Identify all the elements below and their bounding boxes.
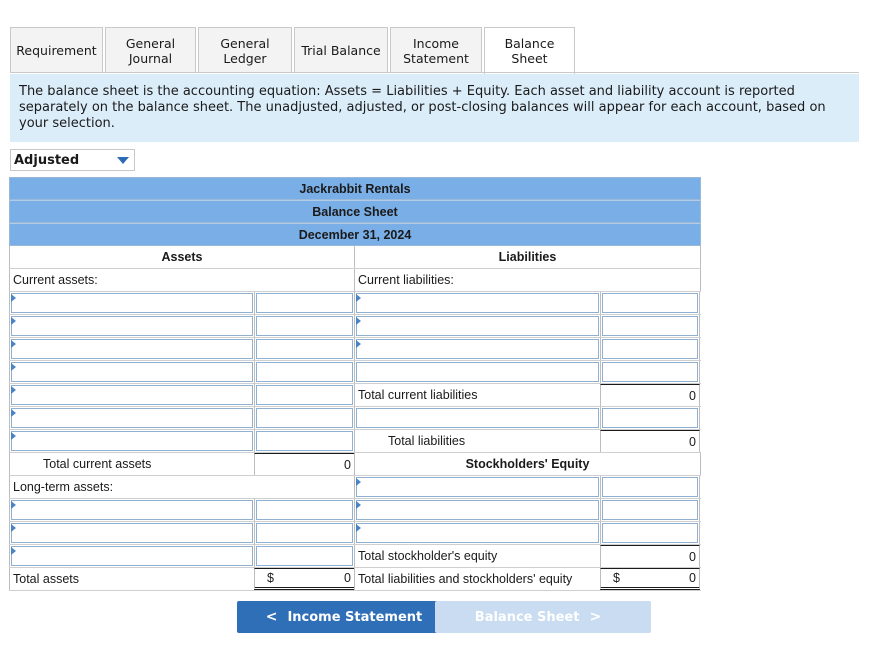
long-term-liability-account-1[interactable] [356, 408, 599, 428]
tab-general-journal[interactable]: General Journal [105, 27, 196, 73]
table-row [9, 453, 701, 476]
long-term-liability-amount-1[interactable] [602, 408, 698, 428]
dropdown-flag-icon [11, 363, 16, 371]
table-row [9, 384, 701, 407]
dropdown-flag-icon [11, 340, 16, 348]
current-liability-amount-4[interactable] [602, 362, 698, 382]
tab-bar [10, 27, 577, 73]
chevron-down-icon [117, 157, 129, 164]
current-liabilities-label: Current liabilities: [354, 269, 701, 291]
total-assets-currency: $ [267, 571, 274, 585]
long-term-asset-account-1[interactable] [11, 500, 253, 520]
total-equity-value: 0 [600, 545, 700, 567]
next-balance-sheet-button[interactable] [435, 601, 651, 633]
dropdown-flag-icon [11, 409, 16, 417]
table-row [9, 499, 701, 522]
dropdown-flag-icon [11, 386, 16, 394]
current-liability-amount-1[interactable] [602, 293, 698, 313]
long-term-asset-amount-3[interactable] [256, 546, 353, 566]
total-liabilities-label: Total liabilities [354, 430, 600, 452]
chevron-right-icon: > [589, 609, 602, 625]
tab-balance-sheet[interactable]: Balance Sheet [484, 27, 575, 74]
statement-date: December 31, 2024 [9, 223, 701, 246]
tab-general-ledger[interactable]: General Ledger [198, 27, 292, 73]
equity-header: Stockholders' Equity [354, 453, 701, 475]
total-liab-equity-label: Total liabilities and stockholders' equity [354, 568, 600, 590]
table-row [9, 361, 701, 384]
current-asset-account-1[interactable] [11, 293, 253, 313]
dropdown-flag-icon [356, 501, 361, 509]
total-liab-equity-currency: $ [613, 571, 620, 585]
current-asset-amount-2[interactable] [256, 316, 353, 336]
company-name: Jackrabbit Rentals [9, 177, 701, 200]
current-liability-account-2[interactable] [356, 316, 599, 336]
total-equity-label: Total stockholder's equity [354, 545, 600, 567]
current-asset-amount-5[interactable] [256, 385, 353, 405]
total-assets-value: 0 [344, 571, 351, 585]
total-current-liabilities-value: 0 [600, 384, 700, 406]
assets-header: Assets [9, 246, 354, 268]
dropdown-flag-icon [11, 524, 16, 532]
table-row [9, 246, 701, 269]
current-asset-amount-4[interactable] [256, 362, 353, 382]
dropdown-flag-icon [356, 340, 361, 348]
equity-account-2[interactable] [356, 500, 599, 520]
table-row [9, 430, 701, 453]
table-row [9, 338, 701, 361]
equity-amount-3[interactable] [602, 523, 698, 543]
dropdown-flag-icon [356, 317, 361, 325]
current-asset-account-4[interactable] [11, 362, 253, 382]
dropdown-flag-icon [11, 547, 16, 555]
dropdown-flag-icon [356, 478, 361, 486]
table-row [9, 407, 701, 430]
equity-amount-2[interactable] [602, 500, 698, 520]
current-liability-account-4[interactable] [356, 362, 599, 382]
chevron-left-icon: < [265, 609, 278, 625]
current-asset-amount-6[interactable] [256, 408, 353, 428]
current-liability-account-3[interactable] [356, 339, 599, 359]
long-term-asset-account-2[interactable] [11, 523, 253, 543]
tab-income-statement[interactable]: Income Statement [390, 27, 482, 73]
dropdown-flag-icon [11, 294, 16, 302]
instructions-box [10, 74, 859, 142]
current-liability-account-1[interactable] [356, 293, 599, 313]
current-asset-account-6[interactable] [11, 408, 253, 428]
current-asset-amount-3[interactable] [256, 339, 353, 359]
liabilities-header: Liabilities [354, 246, 701, 268]
instructions-text: The balance sheet is the accounting equation: Assets = Liabilities + Equity. Each asset and liability account is reported separately on the balance sheet. The unadjusted, adjusted, or post-closing balances will appear for each account, based on your selection. [19, 84, 826, 131]
balance-sheet [9, 177, 701, 591]
next-button-label: Balance Sheet [474, 609, 580, 625]
current-asset-account-5[interactable] [11, 385, 253, 405]
current-asset-amount-1[interactable] [256, 293, 353, 313]
long-term-assets-label: Long-term assets: [9, 476, 354, 498]
long-term-asset-amount-2[interactable] [256, 523, 353, 543]
table-row [9, 568, 701, 591]
equity-account-1[interactable] [356, 477, 599, 497]
current-asset-account-2[interactable] [11, 316, 253, 336]
table-row [9, 292, 701, 315]
current-liability-amount-3[interactable] [602, 339, 698, 359]
current-liability-amount-2[interactable] [602, 316, 698, 336]
current-assets-label: Current assets: [9, 269, 354, 291]
statement-title: Balance Sheet [9, 200, 701, 223]
total-assets-label: Total assets [9, 568, 254, 590]
long-term-asset-amount-1[interactable] [256, 500, 353, 520]
dropdown-flag-icon [11, 501, 16, 509]
current-asset-amount-7[interactable] [256, 431, 353, 451]
current-asset-account-3[interactable] [11, 339, 253, 359]
long-term-asset-account-3[interactable] [11, 546, 253, 566]
prev-button-label: Income Statement [287, 609, 423, 625]
dropdown-flag-icon [356, 524, 361, 532]
total-current-assets-label: Total current assets [9, 453, 254, 475]
equity-account-3[interactable] [356, 523, 599, 543]
prev-income-statement-button[interactable] [237, 601, 441, 633]
table-row [9, 315, 701, 338]
table-row [9, 545, 701, 568]
tab-trial-balance[interactable]: Trial Balance [294, 27, 388, 73]
total-current-liabilities-label: Total current liabilities [354, 384, 600, 406]
table-row [9, 476, 701, 499]
table-row [9, 269, 701, 292]
balance-type-select[interactable] [10, 149, 135, 171]
table-row [9, 522, 701, 545]
total-liab-equity-value: 0 [689, 571, 696, 585]
tab-requirement[interactable]: Requirement [10, 27, 103, 73]
current-asset-account-7[interactable] [11, 431, 253, 451]
total-liabilities-value: 0 [600, 430, 700, 452]
dropdown-flag-icon [11, 432, 16, 440]
tab-divider [10, 72, 859, 73]
dropdown-flag-icon [356, 294, 361, 302]
dropdown-flag-icon [11, 317, 16, 325]
equity-amount-1[interactable] [602, 477, 698, 497]
balance-type-value: Adjusted [14, 152, 80, 168]
total-current-assets-value: 0 [254, 453, 354, 475]
